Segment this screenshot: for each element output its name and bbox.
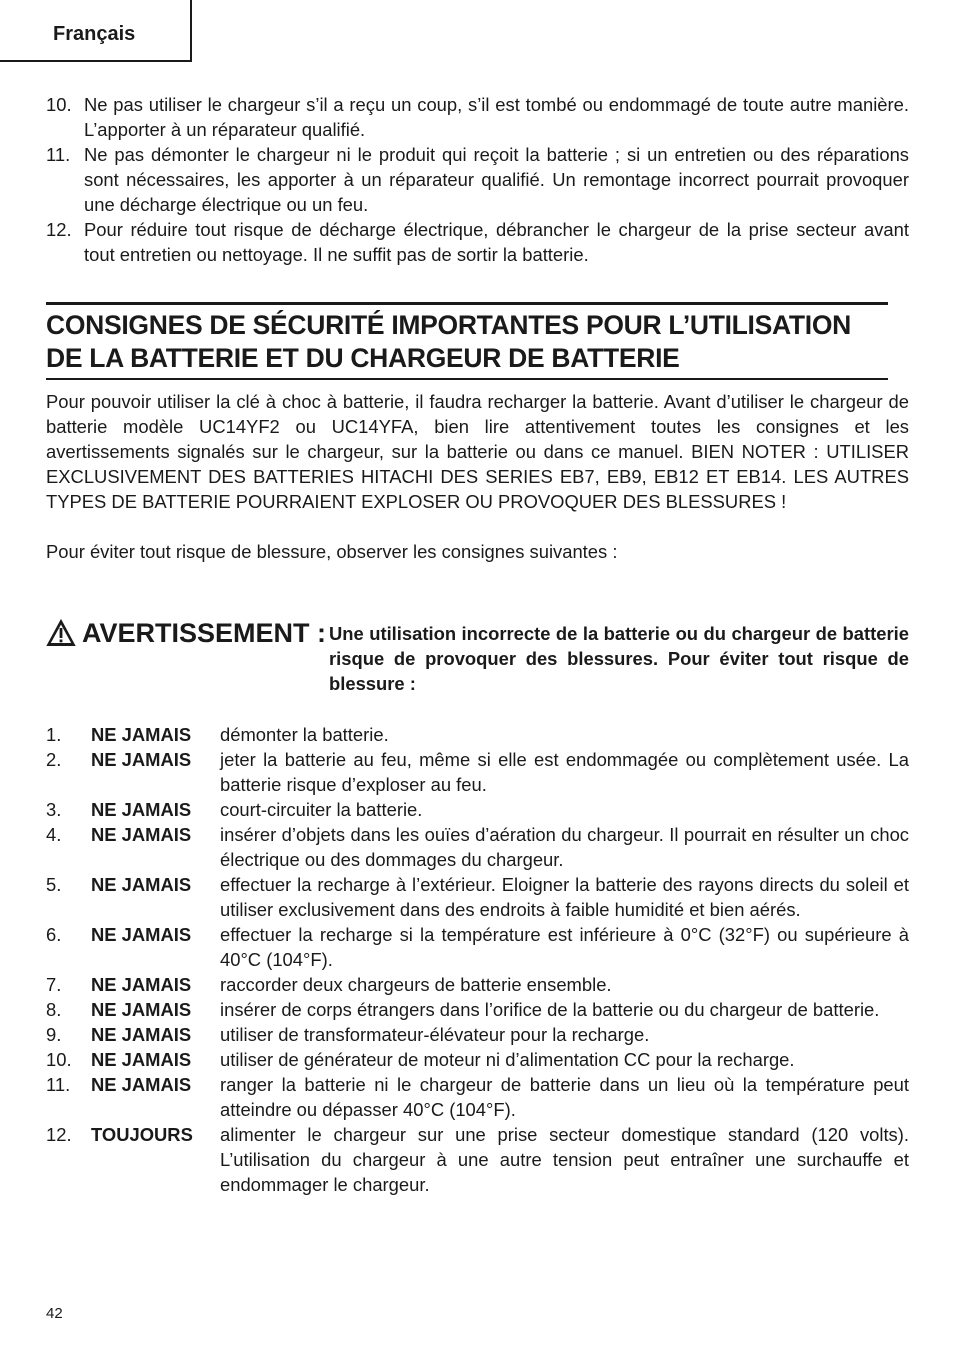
rule-text: effectuer la recharge à l’extérieur. Eloigner la batterie des rayons directs du soleil et utiliser exclusivement dans des endroits à faible humidité et bien aérés. <box>220 874 909 920</box>
rule-item <box>46 872 909 922</box>
rule-item <box>46 997 909 1022</box>
rule-number: 9. <box>46 1024 62 1045</box>
rule-number: 12. <box>46 1124 72 1145</box>
charger-safety-list <box>46 92 909 267</box>
list-item <box>46 92 909 142</box>
rule-text: insérer de corps étrangers dans l’orifice de la batterie ou du chargeur de batterie. <box>220 999 880 1020</box>
rule-number: 6. <box>46 924 62 945</box>
rule-keyword: NE JAMAIS <box>91 999 192 1020</box>
rule-item <box>46 797 909 822</box>
item-text: Pour réduire tout risque de décharge électrique, débrancher le chargeur de la prise secteur avant tout entretien ou nettoyage. Il ne suffit pas de sortir la batterie. <box>84 219 909 265</box>
rule-text: court-circuiter la batterie. <box>220 799 423 820</box>
rule-text: démonter la batterie. <box>220 724 389 745</box>
item-number: 10. <box>46 94 72 115</box>
warning-text: Une utilisation incorrecte de la batterie ou du chargeur de batterie risque de provoquer des blessures. Pour éviter tout risque de blessure : <box>329 623 909 694</box>
rule-item <box>46 1072 909 1122</box>
rule-number: 4. <box>46 824 62 845</box>
section-heading <box>46 309 926 375</box>
heading-line-1: CONSIGNES DE SÉCURITÉ IMPORTANTES POUR L’UTILISATION <box>46 310 851 340</box>
rule-keyword: NE JAMAIS <box>91 724 192 745</box>
rule-number: 11. <box>46 1074 71 1095</box>
rule-keyword: NE JAMAIS <box>91 749 192 770</box>
warning-label-text: AVERTISSEMENT : <box>82 617 327 648</box>
rule-number: 5. <box>46 874 62 895</box>
rule-text: ranger la batterie ni le chargeur de batterie dans un lieu où la température peut atteindre ou dépasser 40°C (104°F). <box>220 1074 909 1120</box>
heading-bottom-rule <box>46 378 888 380</box>
rule-number: 7. <box>46 974 62 995</box>
rule-item <box>46 922 909 972</box>
rule-keyword: NE JAMAIS <box>91 799 192 820</box>
rule-text: raccorder deux chargeurs de batterie ensemble. <box>220 974 612 995</box>
rule-item <box>46 1122 909 1197</box>
rule-keyword: NE JAMAIS <box>91 924 192 945</box>
list-item <box>46 142 909 217</box>
battery-rules-list <box>46 722 909 1197</box>
rule-text: jeter la batterie au feu, même si elle est endommagée ou complètement usée. La batterie risque d’exploser au feu. <box>220 749 909 795</box>
rule-number: 2. <box>46 749 62 770</box>
rule-keyword: NE JAMAIS <box>91 1024 192 1045</box>
rule-number: 8. <box>46 999 62 1020</box>
item-number: 11. <box>46 144 71 165</box>
rule-text: utiliser de générateur de moteur ni d’alimentation CC pour la recharge. <box>220 1049 795 1070</box>
rule-keyword: TOUJOURS <box>91 1124 193 1145</box>
rule-item <box>46 972 909 997</box>
rule-item <box>46 1047 909 1072</box>
rule-keyword: NE JAMAIS <box>91 824 192 845</box>
rule-text: effectuer la recharge si la température est inférieure à 0°C (32°F) ou supérieure à 40°C (104°F). <box>220 924 909 970</box>
section-intro <box>46 389 909 564</box>
rule-number: 1. <box>46 724 62 745</box>
language-tab <box>0 0 192 62</box>
rule-keyword: NE JAMAIS <box>91 1074 192 1095</box>
item-number: 12. <box>46 219 72 240</box>
list-item <box>46 217 909 267</box>
warning-block <box>46 616 909 696</box>
item-text: Ne pas utiliser le chargeur s’il a reçu un coup, s’il est tombé ou endommagé de toute autre manière. L’apporter à un réparateur qualifié. <box>84 94 909 140</box>
rule-keyword: NE JAMAIS <box>91 874 192 895</box>
page-number: 42 <box>46 1305 63 1322</box>
rule-item <box>46 822 909 872</box>
rule-keyword: NE JAMAIS <box>91 1049 192 1070</box>
rule-number: 10. <box>46 1049 72 1070</box>
rule-item <box>46 722 909 747</box>
warning-triangle-icon <box>46 619 76 647</box>
language-label: Français <box>53 23 136 45</box>
rule-text: insérer d’objets dans les ouïes d’aération du chargeur. Il pourrait en résulter un choc électrique ou des dommages du chargeur. <box>220 824 909 870</box>
intro-paragraph: Pour pouvoir utiliser la clé à choc à batterie, il faudra recharger la batterie. Avant d’utiliser le chargeur de batterie modèle UC14YF2 ou UC14YFA, bien lire attentivement toutes les consignes et les avertissements signalés sur le chargeur, sur la batterie ou dans ce manuel. BIEN NOTER : UTILISER EXCLUSIVEMENT DES BATTERIES HITACHI DES SERIES EB7, EB9, EB12 ET EB14. LES AUTRES TYPES DE BATTERIE POURRAIENT EXPLOSER OU PROVOQUER DES BLESSURES ! <box>46 391 909 512</box>
item-text: Ne pas démonter le chargeur ni le produit qui reçoit la batterie ; si un entretien ou des réparations sont nécessaires, les apporter à un réparateur qualifié. Un remontage incorrect pourrait provoquer une décharge électrique ou un feu. <box>84 144 909 215</box>
rule-item <box>46 747 909 797</box>
instruction-paragraph: Pour éviter tout risque de blessure, observer les consignes suivantes : <box>46 541 618 562</box>
rule-text: alimenter le chargeur sur une prise secteur domestique standard (120 volts). L’utilisation du chargeur à une autre tension peut entraîner une surchauffe et endommager le chargeur. <box>220 1124 909 1195</box>
rule-item <box>46 1022 909 1047</box>
rule-text: utiliser de transformateur-élévateur pour la recharge. <box>220 1024 650 1045</box>
warning-label <box>46 616 329 650</box>
heading-line-2: DE LA BATTERIE ET DU CHARGEUR DE BATTERIE <box>46 343 680 373</box>
rule-number: 3. <box>46 799 62 820</box>
heading-top-rule <box>46 302 888 305</box>
rule-keyword: NE JAMAIS <box>91 974 192 995</box>
